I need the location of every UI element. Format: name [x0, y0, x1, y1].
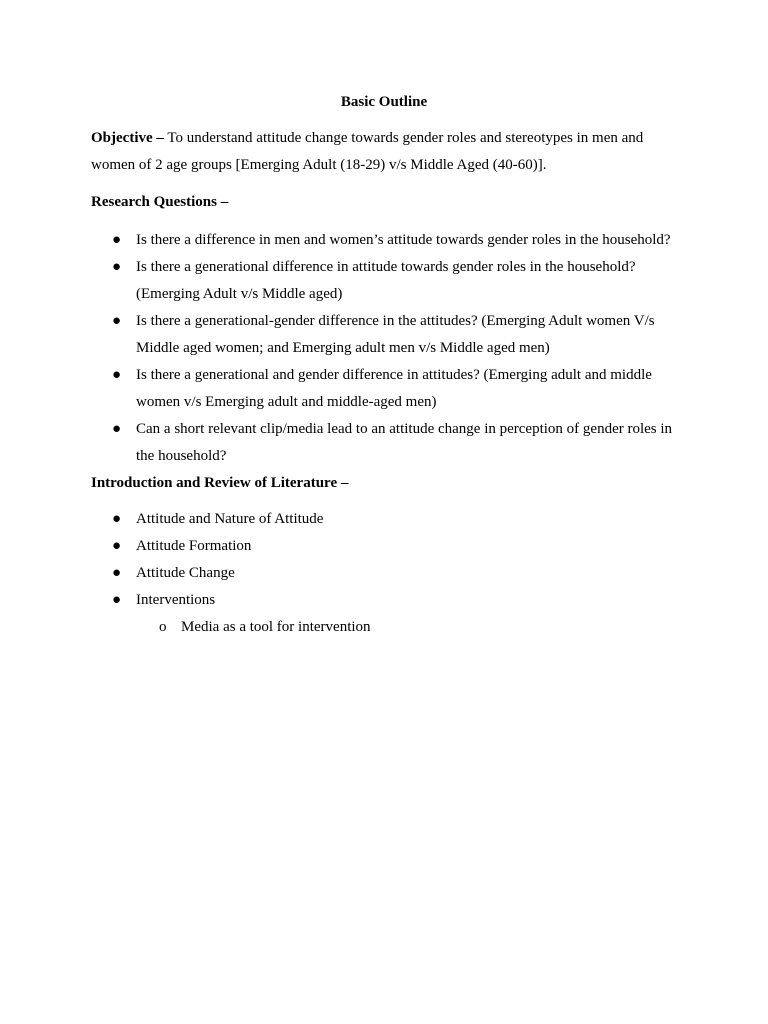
bullet-icon: ● [112, 232, 122, 248]
sub-bullet-icon: o [159, 619, 167, 635]
list-item-text: Is there a generational and gender difference in attitudes? (Emerging adult and middle women v/s Emerging adult and middle-aged men) [136, 367, 652, 410]
list-item [91, 308, 691, 362]
bullet-icon: ● [112, 421, 122, 437]
literature-list [91, 506, 691, 641]
sub-list-item [136, 614, 691, 641]
bullet-icon: ● [112, 511, 122, 527]
list-item [91, 362, 691, 416]
list-item-text: Can a short relevant clip/media lead to an attitude change in perception of gender roles in the household? [136, 421, 673, 464]
list-item-text: Interventions [136, 592, 216, 608]
bullet-icon: ● [112, 565, 122, 581]
bullet-icon: ● [112, 367, 122, 383]
list-item-text: Is there a difference in men and women’s attitude towards gender roles in the household? [136, 232, 671, 248]
list-item-text: Attitude and Nature of Attitude [136, 511, 324, 527]
list-item-text: Attitude Change [136, 565, 235, 581]
research-questions-list [91, 227, 691, 470]
objective-paragraph [91, 125, 691, 179]
list-item [91, 587, 691, 641]
list-item [91, 506, 691, 533]
document-title: Basic Outline [340, 94, 428, 110]
sub-list-item-text: Media as a tool for intervention [181, 619, 371, 635]
list-item-text: Attitude Formation [136, 538, 252, 554]
bullet-icon: ● [112, 313, 122, 329]
bullet-icon: ● [112, 592, 122, 608]
literature-heading: Introduction and Review of Literature – [91, 475, 349, 491]
objective-label: Objective – [91, 130, 164, 146]
objective-text: To understand attitude change towards gender roles and stereotypes in men and women of 2 age groups [Emerging Adult (18-29) v/s Middle Aged (40-60)]. [91, 130, 644, 173]
list-item [91, 416, 691, 470]
bullet-icon: ● [112, 538, 122, 554]
list-item [91, 227, 691, 254]
interventions-sub-list [136, 614, 691, 641]
list-item-text: Is there a generational difference in attitude towards gender roles in the household? (Emerging Adult v/s Middle aged) [136, 259, 636, 302]
research-questions-heading: Research Questions – [91, 194, 229, 210]
list-item [91, 254, 691, 308]
list-item [91, 560, 691, 587]
bullet-icon: ● [112, 259, 122, 275]
list-item [91, 533, 691, 560]
list-item-text: Is there a generational-gender difference in the attitudes? (Emerging Adult women V/s Middle aged women; and Emerging adult men v/s Middle aged men) [136, 313, 655, 356]
